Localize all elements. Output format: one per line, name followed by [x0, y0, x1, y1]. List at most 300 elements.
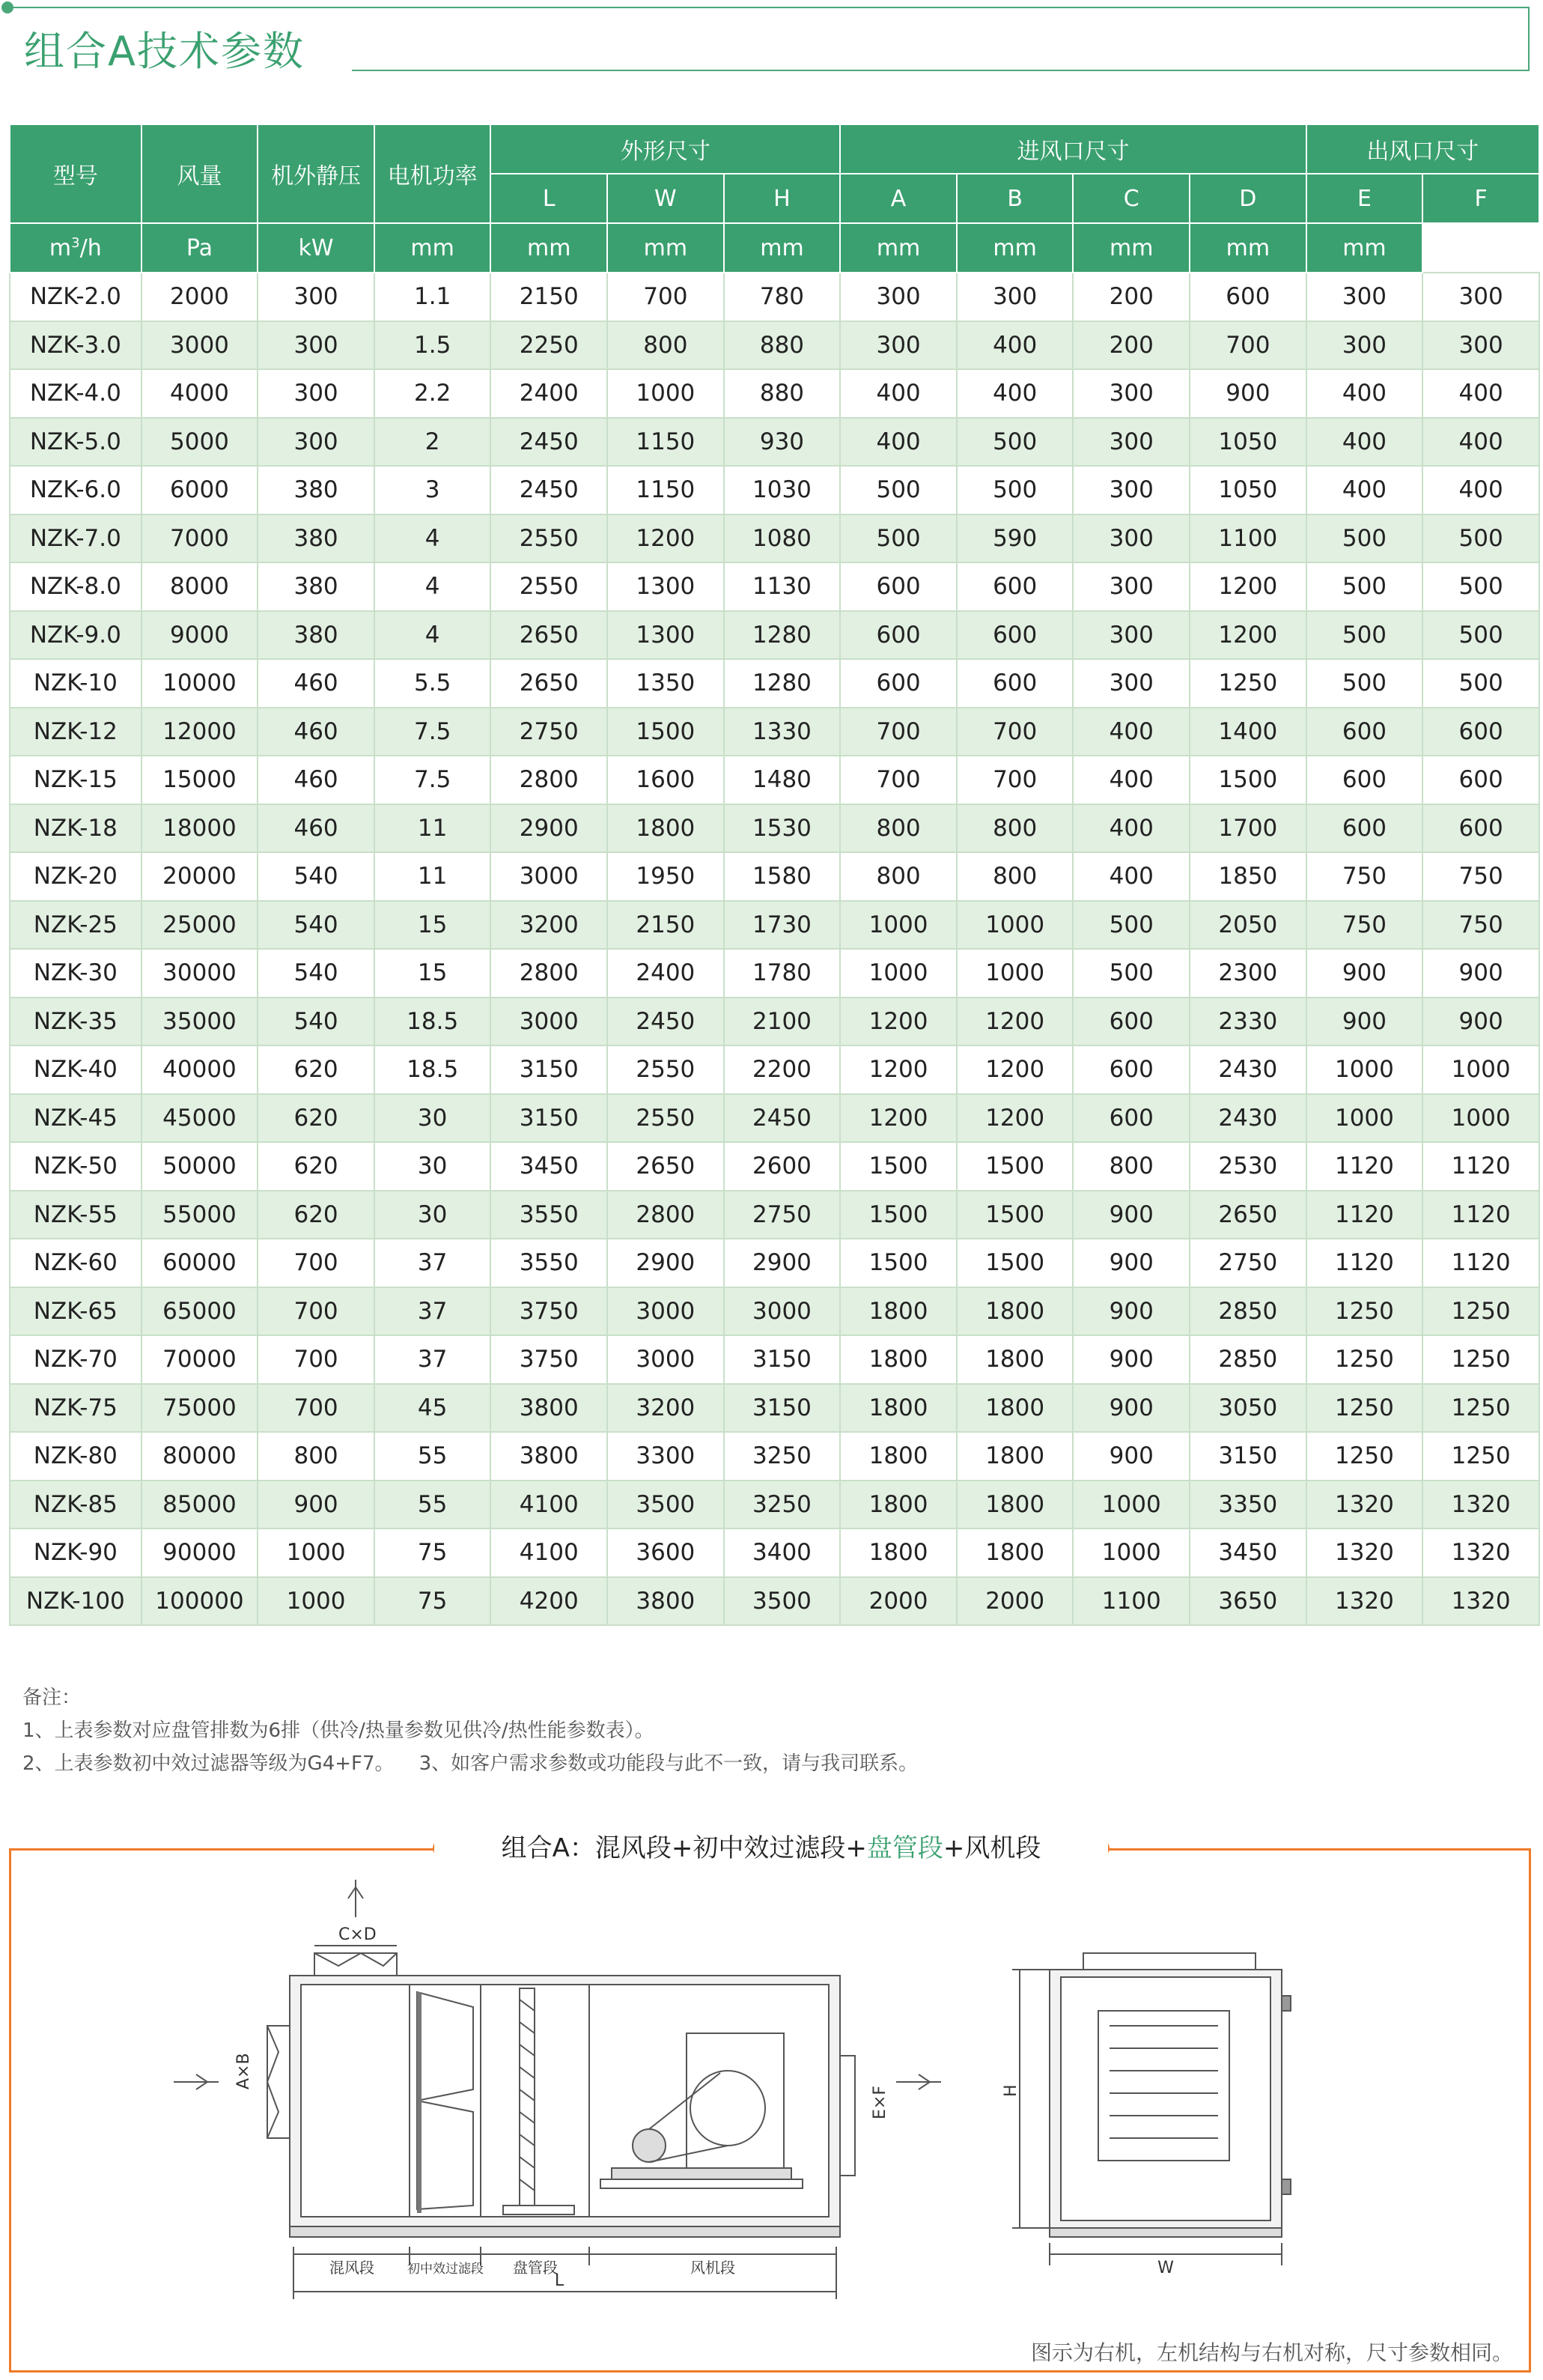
model-cell: NZK-18: [10, 804, 141, 853]
model-cell: NZK-5.0: [10, 418, 141, 467]
value-cell: 1120: [1422, 1142, 1539, 1191]
value-cell: 1200: [840, 998, 957, 1046]
value-cell: 2150: [490, 273, 607, 321]
value-cell: 1800: [840, 1335, 957, 1384]
value-cell: 750: [1306, 852, 1423, 901]
h-label: H: [1002, 2084, 1020, 2097]
value-cell: 2330: [1190, 998, 1306, 1046]
value-cell: 300: [258, 369, 374, 418]
value-cell: 600: [1190, 273, 1306, 321]
value-cell: 3150: [490, 1094, 607, 1143]
value-cell: 300: [1306, 321, 1423, 370]
value-cell: 15: [374, 901, 491, 950]
value-cell: 750: [1422, 852, 1539, 901]
value-cell: 3450: [490, 1142, 607, 1191]
value-cell: 300: [1422, 273, 1539, 321]
value-cell: 1800: [840, 1384, 957, 1433]
value-cell: 37: [374, 1335, 491, 1384]
value-cell: 2850: [1190, 1335, 1306, 1384]
unit-mm: mm: [374, 223, 491, 273]
value-cell: 1800: [957, 1432, 1074, 1481]
value-cell: 2550: [490, 562, 607, 611]
value-cell: 2750: [1190, 1239, 1306, 1287]
value-cell: 300: [258, 273, 374, 321]
value-cell: 4: [374, 514, 491, 563]
value-cell: 55: [374, 1481, 491, 1529]
value-cell: 400: [957, 321, 1074, 370]
value-cell: 600: [1073, 1045, 1190, 1094]
value-cell: 55: [374, 1432, 491, 1481]
value-cell: 30: [374, 1094, 491, 1143]
diagram-title: [434, 1830, 1108, 1867]
value-cell: 3400: [724, 1529, 841, 1577]
value-cell: 300: [957, 273, 1074, 321]
value-cell: 2650: [1190, 1191, 1306, 1239]
value-cell: 300: [1073, 369, 1190, 418]
value-cell: 1000: [258, 1577, 374, 1626]
col-letter: E: [1306, 174, 1423, 223]
table-row: [10, 1094, 1539, 1143]
value-cell: 930: [724, 418, 841, 467]
unit-pressure: Pa: [141, 223, 258, 273]
value-cell: 1250: [1306, 1384, 1423, 1433]
value-cell: 700: [258, 1287, 374, 1336]
value-cell: 800: [840, 852, 957, 901]
unit-mm: mm: [490, 223, 607, 273]
value-cell: 400: [840, 369, 957, 418]
value-cell: 400: [1422, 466, 1539, 514]
value-cell: 3500: [607, 1481, 724, 1529]
value-cell: 11: [374, 852, 491, 901]
table-row: [10, 1335, 1539, 1384]
value-cell: 30: [374, 1142, 491, 1191]
value-cell: 600: [840, 611, 957, 660]
value-cell: 1300: [607, 611, 724, 660]
value-cell: 620: [258, 1094, 374, 1143]
value-cell: 1150: [607, 466, 724, 514]
value-cell: 3600: [607, 1529, 724, 1577]
value-cell: 200: [1073, 321, 1190, 370]
value-cell: 500: [1422, 562, 1539, 611]
model-cell: NZK-15: [10, 756, 141, 804]
model-cell: NZK-12: [10, 708, 141, 756]
value-cell: 50000: [141, 1142, 258, 1191]
model-cell: NZK-65: [10, 1287, 141, 1336]
value-cell: 400: [1073, 708, 1190, 756]
value-cell: 600: [1306, 756, 1423, 804]
table-row: [10, 1481, 1539, 1529]
value-cell: 620: [258, 1142, 374, 1191]
value-cell: 37: [374, 1287, 491, 1336]
value-cell: 2450: [490, 418, 607, 467]
value-cell: 2: [374, 418, 491, 467]
value-cell: 460: [258, 708, 374, 756]
col-airflow: 风量: [141, 124, 258, 223]
value-cell: 1080: [724, 514, 841, 563]
value-cell: 60000: [141, 1239, 258, 1287]
value-cell: 780: [724, 273, 841, 321]
value-cell: 400: [1306, 466, 1423, 514]
value-cell: 2650: [607, 1142, 724, 1191]
model-cell: NZK-35: [10, 998, 141, 1046]
spec-table: [9, 124, 1540, 1626]
value-cell: 3150: [490, 1045, 607, 1094]
value-cell: 1.5: [374, 321, 491, 370]
header-dot: [1, 1, 13, 13]
value-cell: 1500: [957, 1239, 1074, 1287]
value-cell: 900: [1422, 998, 1539, 1046]
value-cell: 1120: [1422, 1191, 1539, 1239]
table-body: [10, 273, 1539, 1625]
table-row: [10, 1529, 1539, 1577]
value-cell: 1200: [840, 1094, 957, 1143]
value-cell: 1100: [1073, 1577, 1190, 1626]
value-cell: 600: [1422, 804, 1539, 853]
front-view: [1002, 1953, 1291, 2277]
value-cell: 1120: [1306, 1191, 1423, 1239]
value-cell: 500: [1306, 562, 1423, 611]
value-cell: 75: [374, 1529, 491, 1577]
value-cell: 300: [840, 321, 957, 370]
value-cell: 1050: [1190, 418, 1306, 467]
value-cell: 400: [1073, 852, 1190, 901]
table-row: [10, 1384, 1539, 1433]
model-cell: NZK-100: [10, 1577, 141, 1626]
table-row: [10, 514, 1539, 563]
value-cell: 380: [258, 466, 374, 514]
model-cell: NZK-90: [10, 1529, 141, 1577]
value-cell: 9000: [141, 611, 258, 660]
value-cell: 1000: [1422, 1094, 1539, 1143]
l-label: L: [554, 2271, 564, 2290]
value-cell: 40000: [141, 1045, 258, 1094]
value-cell: 700: [957, 708, 1074, 756]
value-cell: 380: [258, 514, 374, 563]
model-cell: NZK-40: [10, 1045, 141, 1094]
value-cell: 3800: [490, 1384, 607, 1433]
value-cell: 500: [957, 466, 1074, 514]
model-cell: NZK-30: [10, 949, 141, 998]
section-label-mix: 混风段: [329, 2259, 374, 2277]
value-cell: 3300: [607, 1432, 724, 1481]
value-cell: 1800: [607, 804, 724, 853]
value-cell: 600: [1422, 756, 1539, 804]
value-cell: 380: [258, 611, 374, 660]
value-cell: 900: [258, 1481, 374, 1529]
value-cell: 2900: [490, 804, 607, 853]
value-cell: 300: [1073, 466, 1190, 514]
value-cell: 2600: [724, 1142, 841, 1191]
value-cell: 1320: [1422, 1529, 1539, 1577]
side-view: [174, 1880, 941, 2299]
value-cell: 1250: [1422, 1335, 1539, 1384]
value-cell: 1530: [724, 804, 841, 853]
value-cell: 1000: [1306, 1094, 1423, 1143]
value-cell: 1250: [1306, 1335, 1423, 1384]
value-cell: 3000: [490, 852, 607, 901]
value-cell: 15: [374, 949, 491, 998]
value-cell: 500: [1422, 611, 1539, 660]
model-cell: NZK-10: [10, 659, 141, 708]
notes-heading: 备注：: [22, 1687, 82, 1709]
value-cell: 600: [840, 659, 957, 708]
value-cell: 700: [607, 273, 724, 321]
unit-airflow: $m^3/h$: [10, 223, 141, 273]
model-cell: NZK-75: [10, 1384, 141, 1433]
value-cell: 600: [1306, 708, 1423, 756]
value-cell: 300: [1306, 273, 1423, 321]
value-cell: 540: [258, 852, 374, 901]
value-cell: 1000: [1422, 1045, 1539, 1094]
col-model: 型号: [10, 124, 141, 223]
value-cell: 600: [957, 562, 1074, 611]
value-cell: 2100: [724, 998, 841, 1046]
value-cell: 300: [1422, 321, 1539, 370]
value-cell: 1800: [957, 1481, 1074, 1529]
value-cell: 2650: [490, 659, 607, 708]
table-row: [10, 901, 1539, 950]
value-cell: 3250: [724, 1432, 841, 1481]
value-cell: 880: [724, 369, 841, 418]
value-cell: 700: [258, 1335, 374, 1384]
unit-drawing: [9, 1865, 1529, 2329]
value-cell: 2450: [724, 1094, 841, 1143]
table-head: [10, 124, 1539, 273]
value-cell: 1320: [1306, 1577, 1423, 1626]
value-cell: 1250: [1422, 1384, 1539, 1433]
value-cell: 4: [374, 562, 491, 611]
model-cell: NZK-55: [10, 1191, 141, 1239]
table-row: [10, 611, 1539, 660]
col-letter: D: [1190, 174, 1306, 223]
value-cell: 900: [1073, 1432, 1190, 1481]
value-cell: 8000: [141, 562, 258, 611]
value-cell: 590: [957, 514, 1074, 563]
value-cell: 100000: [141, 1577, 258, 1626]
unit-mm: mm: [1073, 223, 1190, 273]
value-cell: 18.5: [374, 998, 491, 1046]
value-cell: 1120: [1306, 1142, 1423, 1191]
value-cell: 1130: [724, 562, 841, 611]
value-cell: 900: [1073, 1335, 1190, 1384]
table-row: [10, 852, 1539, 901]
value-cell: 300: [1073, 418, 1190, 467]
value-cell: 600: [1422, 708, 1539, 756]
col-letter: L: [490, 174, 607, 223]
value-cell: 1200: [957, 1045, 1074, 1094]
value-cell: 2550: [607, 1094, 724, 1143]
value-cell: 3650: [1190, 1577, 1306, 1626]
value-cell: 1500: [840, 1239, 957, 1287]
value-cell: 1800: [840, 1287, 957, 1336]
value-cell: 85000: [141, 1481, 258, 1529]
value-cell: 1000: [957, 901, 1074, 950]
value-cell: 3250: [724, 1481, 841, 1529]
table-row: [10, 949, 1539, 998]
value-cell: 1000: [957, 949, 1074, 998]
value-cell: 1320: [1306, 1529, 1423, 1577]
value-cell: 3450: [1190, 1529, 1306, 1577]
value-cell: 3500: [724, 1577, 841, 1626]
value-cell: 1350: [607, 659, 724, 708]
value-cell: 500: [840, 514, 957, 563]
value-cell: 5000: [141, 418, 258, 467]
value-cell: 1800: [957, 1287, 1074, 1336]
model-cell: NZK-7.0: [10, 514, 141, 563]
value-cell: 540: [258, 901, 374, 950]
table-row: [10, 1142, 1539, 1191]
section-label-coil: 盘管段: [513, 2259, 558, 2277]
value-cell: 4100: [490, 1529, 607, 1577]
value-cell: 600: [1073, 998, 1190, 1046]
value-cell: 1200: [840, 1045, 957, 1094]
model-cell: NZK-6.0: [10, 466, 141, 514]
value-cell: 880: [724, 321, 841, 370]
value-cell: 1250: [1422, 1287, 1539, 1336]
value-cell: 1800: [840, 1529, 957, 1577]
value-cell: 1400: [1190, 708, 1306, 756]
value-cell: 400: [957, 369, 1074, 418]
value-cell: 1250: [1306, 1287, 1423, 1336]
model-cell: NZK-9.0: [10, 611, 141, 660]
value-cell: 3000: [490, 998, 607, 1046]
value-cell: 700: [840, 756, 957, 804]
value-cell: 500: [957, 418, 1074, 467]
value-cell: 1800: [957, 1335, 1074, 1384]
value-cell: 30: [374, 1191, 491, 1239]
value-cell: 1800: [957, 1384, 1074, 1433]
value-cell: 1280: [724, 611, 841, 660]
col-outer-size: 外形尺寸: [490, 124, 840, 174]
value-cell: 1200: [957, 1094, 1074, 1143]
value-cell: 600: [957, 659, 1074, 708]
value-cell: 1320: [1422, 1577, 1539, 1626]
value-cell: 500: [1306, 611, 1423, 660]
table-row: [10, 1287, 1539, 1336]
value-cell: 2550: [607, 1045, 724, 1094]
value-cell: 500: [840, 466, 957, 514]
value-cell: 2050: [1190, 901, 1306, 950]
value-cell: 460: [258, 804, 374, 853]
value-cell: 25000: [141, 901, 258, 950]
value-cell: 700: [258, 1239, 374, 1287]
section-label-fan: 风机段: [690, 2259, 735, 2277]
model-cell: NZK-60: [10, 1239, 141, 1287]
table-row: [10, 659, 1539, 708]
value-cell: 3150: [724, 1335, 841, 1384]
value-cell: 800: [607, 321, 724, 370]
value-cell: 1000: [840, 901, 957, 950]
value-cell: 18000: [141, 804, 258, 853]
value-cell: 1000: [258, 1529, 374, 1577]
value-cell: 1600: [607, 756, 724, 804]
table-row: [10, 1239, 1539, 1287]
notes-line-1: 1、上表参数对应盘管排数为6排（供冷/热量参数见供冷/热性能参数表）。: [22, 1719, 654, 1742]
exf-label: E×F: [871, 2086, 889, 2119]
value-cell: 2800: [490, 756, 607, 804]
value-cell: 200: [1073, 273, 1190, 321]
value-cell: 1030: [724, 466, 841, 514]
value-cell: 1500: [840, 1142, 957, 1191]
value-cell: 1280: [724, 659, 841, 708]
col-motor-power: 电机功率: [374, 124, 491, 223]
value-cell: 37: [374, 1239, 491, 1287]
value-cell: 1320: [1306, 1481, 1423, 1529]
col-letter: F: [1422, 174, 1539, 223]
value-cell: 900: [1306, 949, 1423, 998]
value-cell: 700: [1190, 321, 1306, 370]
value-cell: 2800: [490, 949, 607, 998]
value-cell: 1320: [1422, 1481, 1539, 1529]
value-cell: 4200: [490, 1577, 607, 1626]
value-cell: 2850: [1190, 1287, 1306, 1336]
model-cell: NZK-4.0: [10, 369, 141, 418]
value-cell: 90000: [141, 1529, 258, 1577]
value-cell: 3750: [490, 1287, 607, 1336]
value-cell: 1730: [724, 901, 841, 950]
col-letter: B: [957, 174, 1074, 223]
value-cell: 7000: [141, 514, 258, 563]
value-cell: 600: [1306, 804, 1423, 853]
value-cell: 3150: [724, 1384, 841, 1433]
value-cell: 1200: [1190, 562, 1306, 611]
value-cell: 65000: [141, 1287, 258, 1336]
value-cell: 2550: [490, 514, 607, 563]
notes: [22, 1681, 918, 1780]
value-cell: 45: [374, 1384, 491, 1433]
value-cell: 300: [1073, 611, 1190, 660]
value-cell: 800: [957, 804, 1074, 853]
value-cell: 2650: [490, 611, 607, 660]
value-cell: 10000: [141, 659, 258, 708]
value-cell: 750: [1422, 901, 1539, 950]
model-cell: NZK-8.0: [10, 562, 141, 611]
col-outlet-size: 出风口尺寸: [1306, 124, 1539, 174]
value-cell: 2750: [490, 708, 607, 756]
table-row: [10, 369, 1539, 418]
value-cell: 1500: [957, 1142, 1074, 1191]
value-cell: 1580: [724, 852, 841, 901]
value-cell: 400: [840, 418, 957, 467]
value-cell: 3800: [607, 1577, 724, 1626]
table-row: [10, 321, 1539, 370]
value-cell: 1250: [1422, 1432, 1539, 1481]
unit-mm: mm: [1306, 223, 1423, 273]
header-rule-right: [1528, 7, 1530, 71]
table-row: [10, 756, 1539, 804]
value-cell: 400: [1422, 369, 1539, 418]
value-cell: 4100: [490, 1481, 607, 1529]
value-cell: 3550: [490, 1239, 607, 1287]
value-cell: 400: [1073, 804, 1190, 853]
value-cell: 2000: [141, 273, 258, 321]
model-cell: NZK-2.0: [10, 273, 141, 321]
value-cell: 11: [374, 804, 491, 853]
value-cell: 1780: [724, 949, 841, 998]
col-letter: C: [1073, 174, 1190, 223]
value-cell: 460: [258, 756, 374, 804]
value-cell: 500: [1306, 514, 1423, 563]
table-row: [10, 418, 1539, 467]
value-cell: 500: [1422, 659, 1539, 708]
value-cell: 15000: [141, 756, 258, 804]
value-cell: 500: [1073, 949, 1190, 998]
table-row: [10, 1432, 1539, 1481]
value-cell: 1000: [1073, 1481, 1190, 1529]
value-cell: 1120: [1306, 1239, 1423, 1287]
value-cell: 1500: [957, 1191, 1074, 1239]
value-cell: 55000: [141, 1191, 258, 1239]
